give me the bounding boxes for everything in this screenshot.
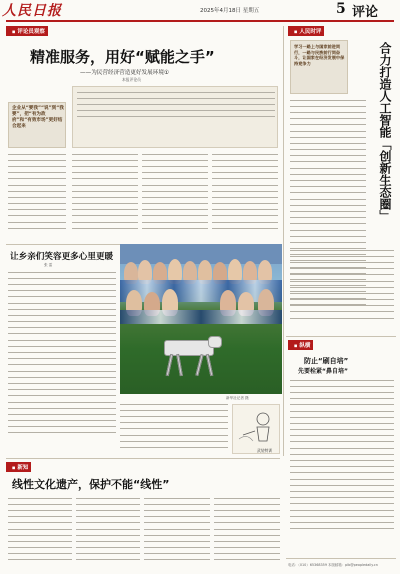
second-byline: 张 雷 bbox=[44, 263, 53, 267]
column-divider bbox=[283, 26, 284, 456]
bottom-body-col-2 bbox=[76, 496, 140, 570]
pull-quote-text: 企业从“要我”“说”到“我要”，把“有为政府”和“有效市场”更好结合起来 bbox=[12, 106, 64, 129]
section-tag-commentary: ◼ 评论员观察 bbox=[6, 26, 48, 36]
footer-rule bbox=[286, 558, 396, 559]
main-body-col-2 bbox=[72, 152, 138, 240]
pull-quote-box bbox=[8, 102, 66, 148]
photo-caption: 新华社记者 摄 bbox=[226, 396, 249, 400]
main-headline: 精准服务，用好“赋能之手” bbox=[30, 48, 215, 66]
second-body bbox=[8, 270, 116, 456]
section-tag-renmin-shiping: ◼ 人民时评 bbox=[288, 26, 324, 36]
main-byline: 本报评论员 bbox=[122, 77, 141, 82]
page-section-name: 评论 bbox=[352, 5, 379, 20]
main-body-col-1 bbox=[8, 152, 66, 240]
bottom-body-col-4 bbox=[214, 496, 280, 570]
cartoon-caption: 武装特训 bbox=[257, 448, 273, 453]
section-tag-xinzhi: ◼ 新知 bbox=[6, 462, 31, 472]
intro-box bbox=[72, 86, 278, 148]
second-headline: 让乡亲们笑容更多心里更暖 bbox=[10, 252, 114, 262]
main-body-col-3 bbox=[142, 152, 208, 240]
footer-contact: 电话：（010）65368359 本版邮箱：plb@peopledaily.cn bbox=[288, 563, 378, 567]
zongheng-subhead: 先要栓紧“鼻自培” bbox=[298, 368, 348, 375]
zongheng-headline: 防止“刷自培” bbox=[304, 357, 349, 365]
sidebar-divider bbox=[286, 336, 396, 337]
news-photo bbox=[120, 244, 282, 394]
section-tag-zongheng: ◼ 纵横 bbox=[288, 340, 313, 350]
photo-story-body bbox=[120, 402, 228, 456]
bottom-divider bbox=[6, 458, 280, 459]
main-subhead: ——为民营经济营造更好发展环境① bbox=[80, 70, 169, 76]
cartoon-box bbox=[232, 404, 280, 454]
page-number: 5 bbox=[336, 1, 346, 17]
sidebar-body-col-2 bbox=[290, 248, 394, 332]
issue-date: 2025年4月18日 星期五 bbox=[200, 8, 260, 14]
sidebar-quote-box bbox=[290, 40, 348, 94]
newspaper-logo: 人民日报 bbox=[2, 3, 62, 19]
main-body-col-4 bbox=[212, 152, 278, 240]
sidebar-quote-text: 学习一路上与国家前进同行，一路与民族前行同奋斗，让国家在经济发展中保持竞争力 bbox=[294, 44, 345, 66]
zongheng-body bbox=[290, 378, 394, 554]
cartoon-illustration-icon bbox=[233, 405, 281, 447]
bottom-body-col-1 bbox=[8, 496, 72, 570]
bottom-headline: 线性文化遗产，保护不能“线性” bbox=[12, 478, 170, 491]
bottom-body-col-3 bbox=[144, 496, 210, 570]
vertical-headline: 合力打造人工智能「创新生态圈」 bbox=[378, 42, 392, 222]
